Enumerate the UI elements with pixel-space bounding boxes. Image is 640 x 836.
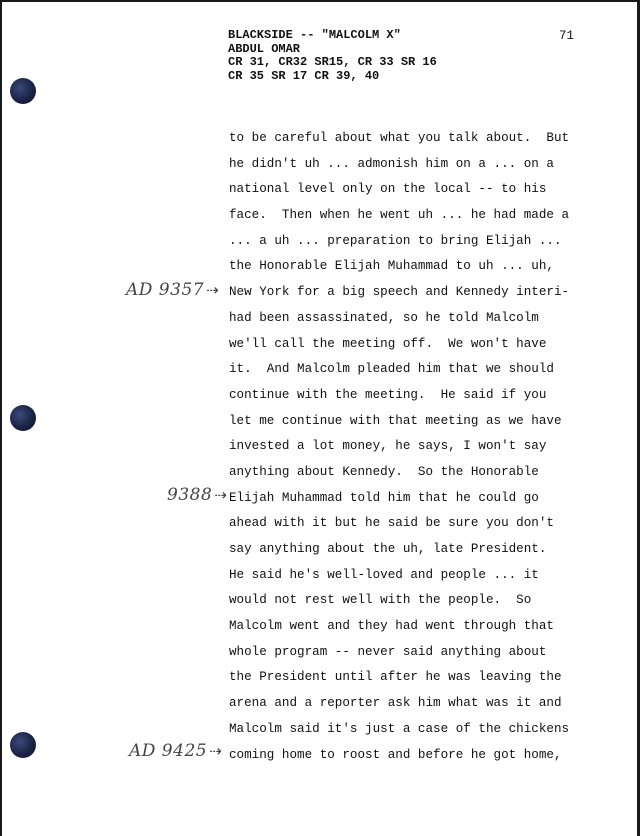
transcript-line: let me continue with that meeting as we have bbox=[229, 413, 562, 428]
binder-hole-middle bbox=[10, 405, 36, 431]
arrow-right-icon: ⇢ bbox=[206, 281, 220, 299]
transcript-line: the President until after he was leaving the bbox=[229, 670, 562, 685]
transcript-line: ahead with it but he said be sure you don't bbox=[229, 516, 554, 531]
transcript-line: Elijah Muhammad told him that he could go bbox=[229, 490, 539, 505]
transcript-line: anything about Kennedy. So the Honorable bbox=[229, 464, 539, 479]
arrow-right-icon: ⇢ bbox=[209, 742, 223, 760]
arrow-right-icon: ⇢ bbox=[214, 486, 228, 504]
header-line: CR 35 SR 17 CR 39, 40 bbox=[228, 68, 380, 83]
page-number: 71 bbox=[559, 29, 575, 43]
transcript-line: invested a lot money, he says, I won't say bbox=[229, 439, 547, 454]
margin-note-text: AD 9425 bbox=[129, 741, 208, 761]
header-line: ABDUL OMAR bbox=[228, 41, 301, 56]
transcript-line: arena and a reporter ask him what was it and bbox=[229, 696, 562, 711]
transcript-line: ... a uh ... preparation to bring Elijah ... bbox=[229, 233, 562, 248]
binder-hole-top bbox=[10, 78, 36, 104]
transcript-line: continue with the meeting. He said if you bbox=[229, 387, 547, 402]
transcript-line: He said he's well-loved and people ... it bbox=[229, 567, 539, 582]
margin-note-timecode bbox=[129, 741, 222, 761]
binder-hole-bottom bbox=[10, 732, 36, 758]
transcript-line: had been assassinated, so he told Malcolm bbox=[229, 310, 539, 325]
margin-note-timecode bbox=[126, 280, 219, 300]
margin-note-text: 9388 bbox=[167, 485, 213, 505]
transcript-line: the Honorable Elijah Muhammad to uh ... uh, bbox=[229, 259, 554, 274]
transcript-line: Malcolm went and they had went through that bbox=[229, 619, 554, 634]
transcript-line: face. Then when he went uh ... he had made a bbox=[229, 208, 570, 223]
transcript-line: whole program -- never said anything about bbox=[229, 644, 547, 659]
transcript-line: would not rest well with the people. So bbox=[229, 593, 532, 608]
header-line: BLACKSIDE -- "MALCOLM X" bbox=[228, 28, 401, 42]
transcript-body bbox=[229, 129, 569, 771]
transcript-header bbox=[228, 29, 437, 83]
transcript-line: Malcolm said it's just a case of the chickens bbox=[229, 721, 570, 736]
transcript-line: national level only on the local -- to his bbox=[229, 182, 547, 197]
transcript-line: he didn't uh ... admonish him on a ... on a bbox=[229, 156, 554, 171]
header-line: CR 31, CR32 SR15, CR 33 SR 16 bbox=[228, 55, 437, 69]
margin-note-text: AD 9357 bbox=[126, 280, 205, 300]
transcript-line: New York for a big speech and Kennedy interi- bbox=[229, 285, 570, 300]
transcript-line: coming home to roost and before he got home, bbox=[229, 747, 562, 762]
transcript-line: to be careful about what you talk about. But bbox=[229, 131, 570, 145]
transcript-line: say anything about the uh, late President. bbox=[229, 542, 547, 556]
transcript-line: it. And Malcolm pleaded him that we should bbox=[229, 362, 554, 377]
margin-note-timecode bbox=[167, 485, 227, 505]
transcript-line: we'll call the meeting off. We won't have bbox=[229, 336, 547, 351]
